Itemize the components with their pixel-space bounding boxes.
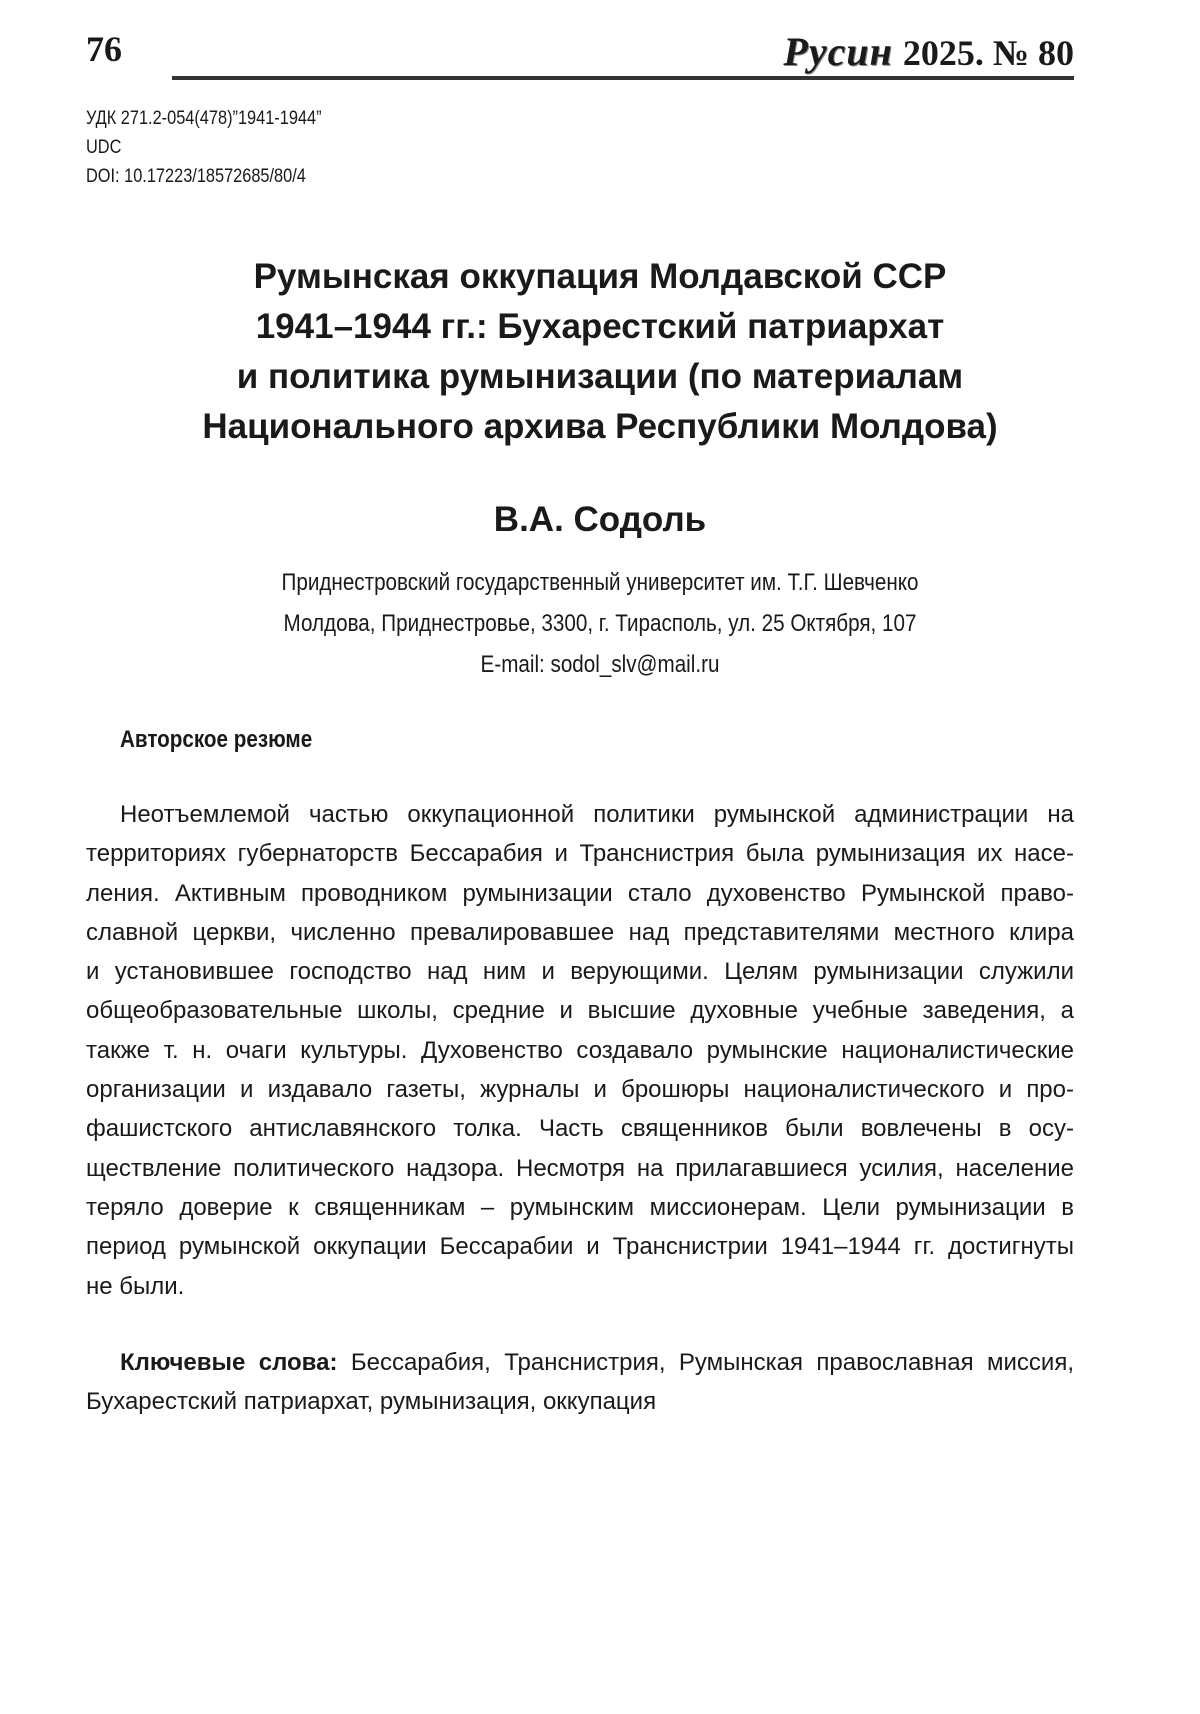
- text-line: и установившее господство над ним и верующими. Целям румынизации служили: [86, 958, 1074, 986]
- abstract-body: [86, 795, 1074, 1306]
- title-line: Национального архива Республики Молдова): [202, 407, 998, 446]
- text-line: славной церкви, численно превалировавшее над представителями местного клира: [86, 918, 1074, 946]
- text-line: организации и издавало газеты, журналы и брошюры националистического и про-: [86, 1076, 1074, 1104]
- address: Молдова, Приднестровье, 3300, г. Тирасполь, ул. 25 Октября, 107: [283, 610, 917, 637]
- keywords-line: [86, 1343, 1074, 1382]
- text-line: период румынской оккупации Бессарабии и Транснистрии 1941–1944 гг. достигнуты: [86, 1233, 1074, 1261]
- text-line: ления. Активным проводником румынизации стало духовенство Румынской право-: [86, 879, 1074, 907]
- udk: УДК 271.2-054(478)”1941-1944”: [86, 108, 322, 129]
- doi: DOI: 10.17223/18572685/80/4: [86, 166, 306, 187]
- journal-issue: 2025. № 80: [902, 33, 1074, 73]
- running-header: [783, 28, 1074, 75]
- author: В.А. Содоль: [493, 500, 707, 539]
- udc: UDC: [86, 137, 122, 158]
- text-line: Неотъемлемой частью оккупационной политики румынской администрации на: [120, 801, 1074, 828]
- text-line: общеобразовательные школы, средние и высшие духовные учебные заведения, а: [86, 997, 1074, 1025]
- abstract-heading: Авторское резюме: [120, 726, 313, 753]
- text-line: не были.: [86, 1272, 185, 1300]
- text-line: Бухарестский патриархат, румынизация, оккупация: [86, 1388, 657, 1416]
- journal-logo: Русин: [783, 29, 893, 74]
- institution: Приднестровский государственный университет им. Т.Г. Шевченко: [281, 569, 919, 596]
- text-line: теряло доверие к священникам – румынским миссионерам. Цели румынизации в: [86, 1193, 1074, 1221]
- affiliation: [84, 562, 1116, 685]
- text-line: территориях губернаторств Бессарабия и Транснистрия была румынизация их насе-: [86, 840, 1074, 868]
- text-line: ществление политического надзора. Несмотря на прилагавшиеся усилия, население: [86, 1154, 1074, 1182]
- text-line: также т. н. очаги культуры. Духовенство создавало румынские националистические: [86, 1036, 1074, 1064]
- page-number: 76: [86, 29, 122, 69]
- keywords-label: Ключевые слова:: [120, 1349, 338, 1376]
- header-rule: [172, 76, 1074, 80]
- title-line: 1941–1944 гг.: Бухарестский патриархат: [255, 307, 945, 346]
- title-line: и политика румынизации (по материалам: [236, 357, 964, 396]
- email: E-mail: sodol_slv@mail.ru: [480, 651, 720, 678]
- text-line: фашистского антиславянского толка. Часть священников были вовлечены в осу-: [86, 1115, 1074, 1143]
- keywords-text: Бессарабия, Транснистрия, Румынская православная миссия,: [350, 1349, 1074, 1376]
- article-identifiers: [86, 104, 322, 191]
- title-line: Румынская оккупация Молдавской ССР: [253, 257, 947, 296]
- keywords: [86, 1343, 1074, 1422]
- article-title: [0, 252, 1200, 452]
